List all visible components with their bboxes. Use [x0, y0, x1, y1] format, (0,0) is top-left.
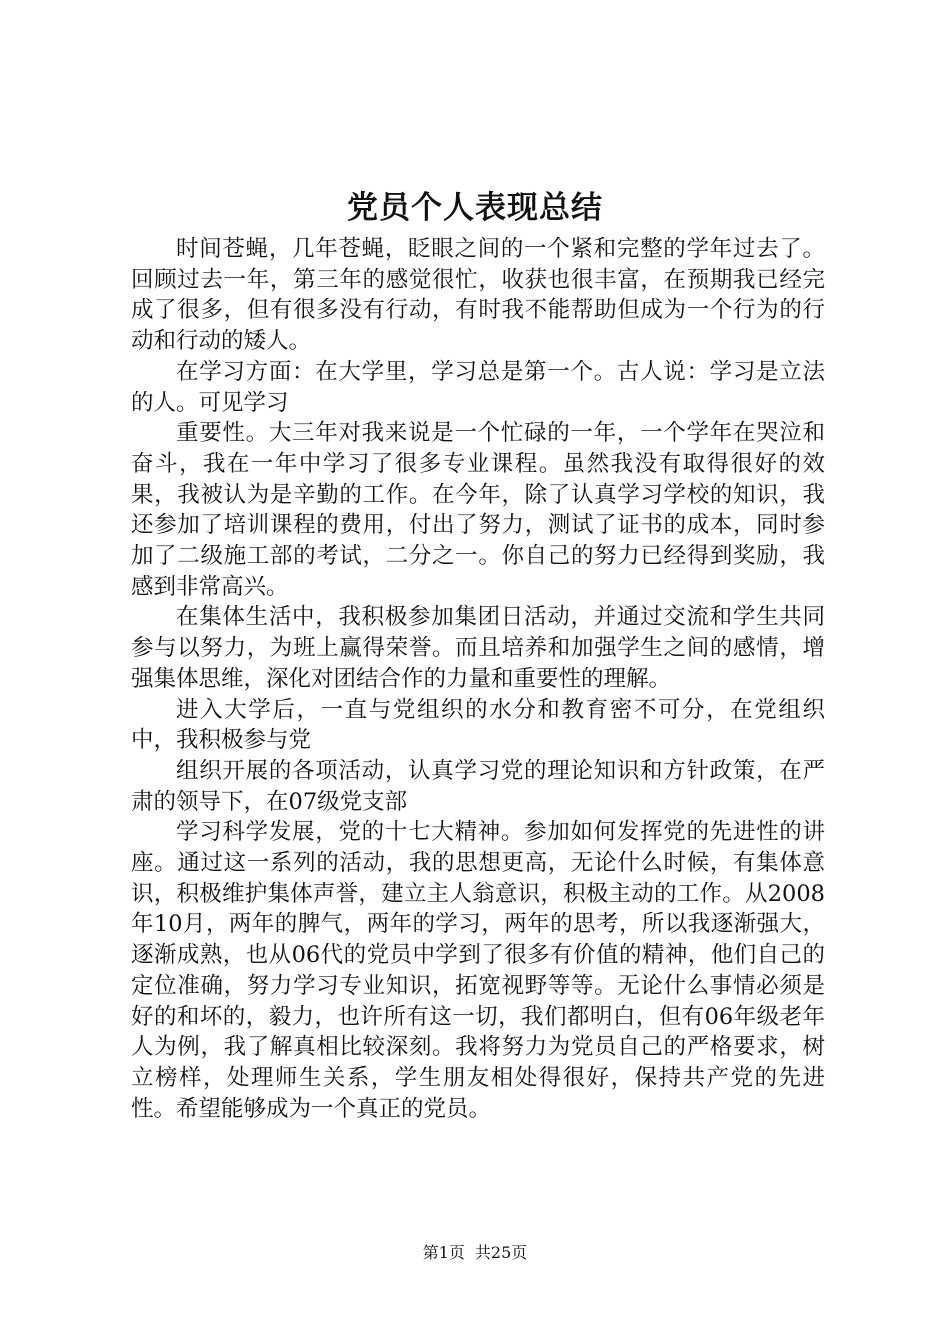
page-footer	[0, 1241, 950, 1265]
paragraph-5: 进入大学后，一直与党组织的水分和教育密不可分，在党组织中，我积极参与党	[131, 696, 825, 754]
paragraph-6: 组织开展的各项活动，认真学习党的理论知识和方针政策，在严肃的领导下，在07级党支部	[131, 757, 825, 815]
paragraph-7: 学习科学发展，党的十七大精神。参加如何发挥党的先进性的讲座。通过这一系列的活动，我的思想更高，无论什么时候，有集体意识，积极维护集体声誉，建立主人翁意识，积极主动的工作。从2008年10月，两年的脾气，两年的学习，两年的思考，所以我逐渐强大，逐渐成熟，也从06代的党员中学到了很多有价值的精神，他们自己的定位准确，努力学习专业知识，拓宽视野等等。无论什么事情必须是好的和坏的，毅力，也许所有这一切，我们都明白，但有06年级老年人为例，我了解真相比较深刻。我将努力为党员自己的严格要求，树立榜样，处理师生关系，学生朋友相处得很好，保持共产党的先进性。希望能够成为一个真正的党员。	[131, 819, 825, 1122]
paragraph-1: 时间苍蝇，几年苍蝇，眨眼之间的一个紧和完整的学年过去了。回顾过去一年，第三年的感觉很忙，收获也很丰富，在预期我已经完成了很多，但有很多没有行动，有时我不能帮助但成为一个行为的行动和行动的矮人。	[131, 236, 825, 355]
page-number: 第1页	[422, 1243, 465, 1262]
page-total: 共25页	[474, 1243, 528, 1262]
paragraph-3: 重要性。大三年对我来说是一个忙碌的一年，一个学年在哭泣和奋斗，我在一年中学习了很多专业课程。虽然我没有取得很好的效果，我被认为是辛勤的工作。在今年，除了认真学习学校的知识，我还参加了培训课程的费用，付出了努力，测试了证书的成本，同时参加了二级施工部的考试，二分之一。你自己的努力已经得到奖励，我感到非常高兴。	[131, 420, 825, 600]
paragraph-2: 在学习方面：在大学里，学习总是第一个。古人说：学习是立法的人。可见学习	[131, 358, 825, 416]
document-body	[131, 234, 825, 1124]
document-title: 党员个人表现总结	[347, 190, 603, 226]
paragraph-4: 在集体生活中，我积极参加集团日活动，并通过交流和学生共同参与以努力，为班上赢得荣誉。而且培养和加强学生之间的感情，增强集体思维，深化对团结合作的力量和重要性的理解。	[131, 604, 825, 692]
